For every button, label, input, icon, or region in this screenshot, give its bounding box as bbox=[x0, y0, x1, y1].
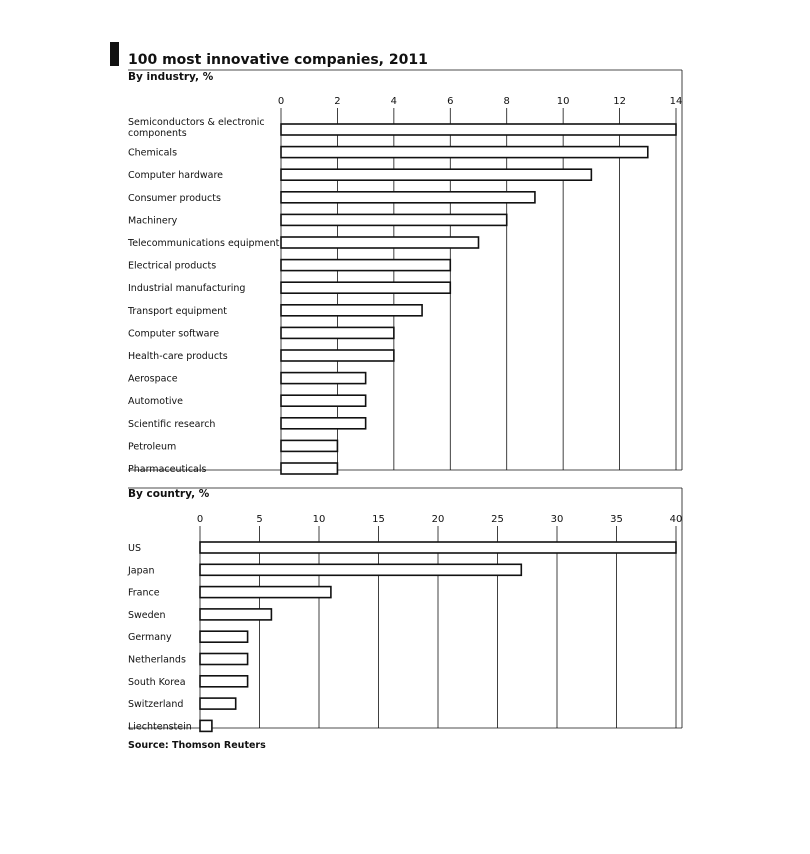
category-label: Switzerland bbox=[128, 699, 184, 711]
category-label: Scientific research bbox=[128, 418, 216, 430]
category-label: Computer hardware bbox=[128, 170, 223, 182]
tick-label: 15 bbox=[372, 514, 385, 525]
panel-subtitle: By country, % bbox=[128, 488, 210, 500]
bar bbox=[281, 305, 422, 316]
bar bbox=[281, 373, 366, 384]
tick-label: 8 bbox=[503, 96, 510, 107]
bar bbox=[281, 124, 676, 135]
bar bbox=[281, 260, 450, 271]
category-label: Petroleum bbox=[128, 441, 177, 453]
category-label: Transport equipment bbox=[128, 305, 228, 317]
bar bbox=[281, 463, 337, 474]
bar bbox=[200, 698, 236, 709]
category-label: Netherlands bbox=[128, 654, 186, 666]
category-label: France bbox=[128, 587, 160, 599]
bar bbox=[200, 564, 521, 575]
tick-label: 35 bbox=[610, 514, 623, 525]
bar bbox=[281, 350, 394, 361]
category-label: Automotive bbox=[128, 396, 183, 408]
category-label: Aerospace bbox=[128, 373, 178, 385]
bar bbox=[281, 192, 535, 203]
tick-label: 20 bbox=[431, 514, 445, 525]
bar bbox=[281, 440, 337, 451]
category-label: Industrial manufacturing bbox=[128, 283, 246, 295]
category-label: Computer software bbox=[128, 328, 220, 340]
category-label: Machinery bbox=[128, 215, 178, 227]
industry-panel bbox=[127, 70, 682, 475]
bar bbox=[200, 587, 331, 598]
category-label: Liechtenstein bbox=[128, 721, 192, 733]
tick-label: 0 bbox=[277, 96, 285, 107]
bar bbox=[281, 395, 366, 406]
category-label: Health-care products bbox=[128, 351, 228, 362]
category-label: Pharmaceuticals bbox=[128, 464, 207, 475]
bar bbox=[200, 609, 271, 620]
category-label: Telecommunications equipment bbox=[128, 238, 280, 249]
bar bbox=[281, 214, 507, 225]
bar bbox=[281, 237, 479, 248]
bar bbox=[200, 676, 248, 687]
tick-label: 10 bbox=[312, 514, 326, 525]
bar bbox=[281, 282, 450, 293]
category-label: Chemicals bbox=[128, 147, 178, 159]
tick-label: 0 bbox=[196, 514, 204, 525]
title-marker bbox=[110, 42, 119, 66]
tick-label: 25 bbox=[491, 514, 504, 525]
tick-label: 6 bbox=[447, 96, 454, 107]
tick-label: 5 bbox=[256, 514, 263, 525]
bar bbox=[281, 327, 394, 338]
category-label: Sweden bbox=[128, 609, 166, 621]
tick-label: 12 bbox=[613, 96, 626, 107]
bar bbox=[281, 418, 366, 429]
bar bbox=[200, 631, 248, 642]
tick-label: 2 bbox=[334, 96, 341, 107]
category-label: Semiconductors & electronic components bbox=[128, 117, 265, 139]
bar bbox=[200, 542, 676, 553]
bar bbox=[200, 654, 248, 665]
panel-subtitle: By industry, % bbox=[128, 71, 214, 83]
bar bbox=[281, 169, 591, 180]
category-label: Electrical products bbox=[128, 260, 217, 272]
source-note: Source: Thomson Reuters bbox=[128, 740, 266, 751]
tick-label: 40 bbox=[669, 514, 683, 525]
category-label: Japan bbox=[128, 565, 155, 577]
category-label: South Korea bbox=[128, 676, 186, 688]
category-label: Germany bbox=[128, 632, 172, 644]
country-panel bbox=[127, 488, 682, 732]
tick-label: 4 bbox=[390, 96, 398, 107]
category-label: US bbox=[128, 543, 141, 554]
category-label: Consumer products bbox=[128, 192, 221, 204]
bar bbox=[281, 147, 648, 158]
bar bbox=[200, 720, 212, 731]
tick-label: 30 bbox=[550, 514, 564, 525]
tick-label: 14 bbox=[669, 96, 683, 107]
chart-title: 100 most innovative companies, 2011 bbox=[128, 52, 428, 68]
tick-label: 10 bbox=[556, 96, 570, 107]
